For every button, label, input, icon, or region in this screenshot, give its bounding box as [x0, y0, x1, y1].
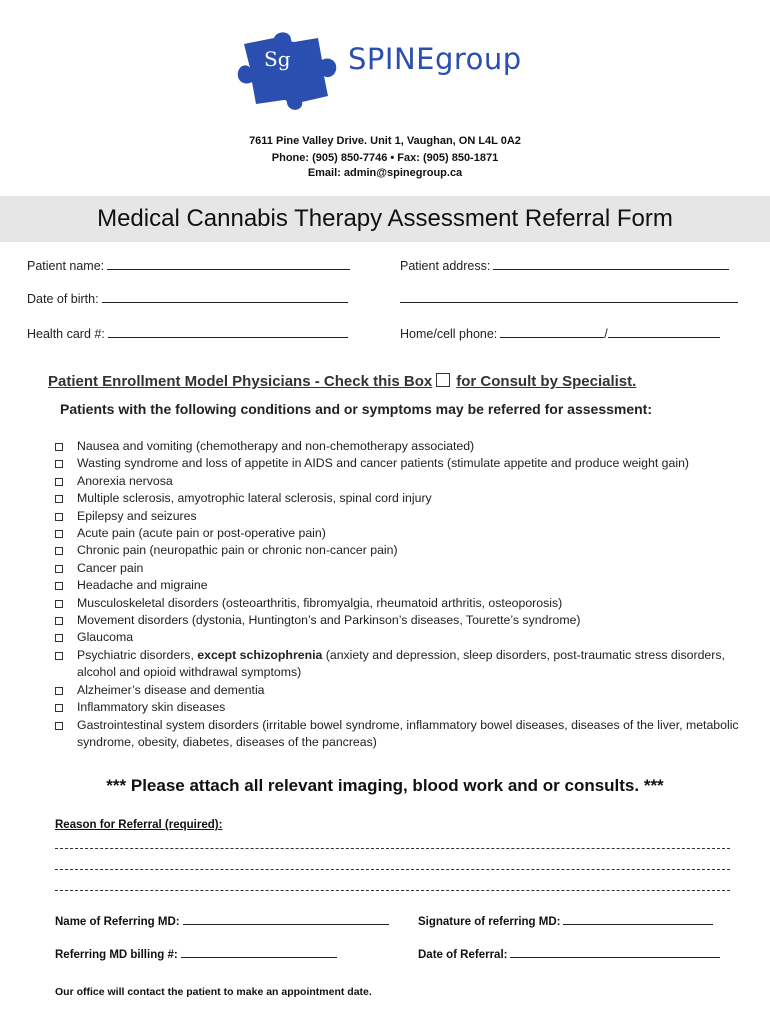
- condition-checkbox[interactable]: [55, 495, 63, 503]
- condition-item: [55, 525, 755, 542]
- condition-item: [55, 542, 755, 559]
- condition-checkbox[interactable]: [55, 565, 63, 573]
- phone-label: Home/cell phone:: [400, 327, 498, 341]
- health-card-label: Health card #:: [27, 327, 105, 341]
- patient-name-field[interactable]: [27, 257, 350, 273]
- reason-line[interactable]: [55, 869, 730, 870]
- condition-label: Glaucoma: [77, 630, 134, 645]
- phone-separator: /: [604, 327, 608, 341]
- condition-item: [55, 682, 755, 699]
- condition-checkbox[interactable]: [55, 443, 63, 451]
- condition-label: Musculoskeletal disorders (osteoarthritis, fibromyalgia, rheumatoid arthritis, osteoporosis): [77, 595, 563, 610]
- condition-item: [55, 438, 755, 455]
- reason-label: Reason for Referral (required):: [55, 819, 223, 831]
- cell-phone-line[interactable]: [608, 325, 720, 338]
- condition-checkbox[interactable]: [55, 600, 63, 608]
- patient-name-label: Patient name:: [27, 259, 105, 273]
- patient-address-line[interactable]: [493, 257, 729, 270]
- condition-item: [55, 717, 755, 752]
- condition-checkbox[interactable]: [55, 634, 63, 642]
- condition-label: Epilepsy and seizures: [77, 508, 197, 523]
- condition-item: [55, 612, 755, 629]
- condition-label: Movement disorders (dystonia, Huntington’s and Parkinson’s diseases, Tourette’s syndrome): [77, 613, 581, 628]
- condition-label: Multiple sclerosis, amyotrophic lateral sclerosis, spinal cord injury: [77, 491, 432, 506]
- puzzle-piece-icon: [236, 30, 346, 110]
- dob-line[interactable]: [102, 290, 348, 303]
- phone-fax-line: Phone: (905) 850-7746 • Fax: (905) 850-1871: [271, 152, 499, 164]
- condition-checkbox[interactable]: [55, 513, 63, 521]
- billing-line[interactable]: [181, 945, 337, 958]
- referral-date-label: Date of Referral:: [418, 949, 508, 961]
- referring-md-name-label: Name of Referring MD:: [55, 916, 180, 928]
- signature-label: Signature of referring MD:: [418, 916, 561, 928]
- referral-date-line[interactable]: [510, 945, 720, 958]
- footer-note: Our office will contact the patient to make an appointment date.: [55, 986, 372, 998]
- condition-checkbox[interactable]: [55, 547, 63, 555]
- condition-item: [55, 473, 755, 490]
- health-card-field[interactable]: [27, 325, 348, 341]
- condition-checkbox[interactable]: [55, 704, 63, 712]
- enrollment-text-before: Patient Enrollment Model Physicians - Check this Box: [48, 373, 433, 390]
- reason-line[interactable]: [55, 848, 730, 849]
- patient-address-line-2[interactable]: [400, 290, 738, 303]
- condition-checkbox[interactable]: [55, 478, 63, 486]
- referral-date-field[interactable]: [418, 945, 720, 961]
- condition-label: Gastrointestinal system disorders (irritable bowel syndrome, inflammatory bowel diseases, diseases of the liver, metabolic syndrome, obesity, diabetes, diseases of the pancreas): [77, 717, 739, 749]
- enrollment-text-after: for Consult by Specialist.: [456, 373, 637, 390]
- condition-label: Cancer pain: [77, 560, 144, 575]
- psychiatric-text: Psychiatric disorders,: [77, 647, 198, 662]
- condition-item-psychiatric: [55, 647, 755, 682]
- dob-field[interactable]: [27, 290, 348, 306]
- condition-item: [55, 577, 755, 594]
- condition-label: Alzheimer’s disease and dementia: [77, 682, 265, 697]
- address-line: 7611 Pine Valley Drive. Unit 1, Vaughan, ON L4L 0A2: [249, 135, 521, 147]
- referring-md-name-line[interactable]: [183, 912, 389, 925]
- condition-item: [55, 560, 755, 577]
- signature-line[interactable]: [563, 912, 713, 925]
- condition-label: Inflammatory skin diseases: [77, 700, 226, 715]
- conditions-list: [55, 438, 755, 751]
- form-title: Medical Cannabis Therapy Assessment Referral Form: [97, 205, 673, 232]
- condition-item: [55, 508, 755, 525]
- condition-checkbox[interactable]: [55, 460, 63, 468]
- condition-checkbox[interactable]: [55, 617, 63, 625]
- patient-address-field[interactable]: [400, 257, 729, 273]
- patient-address-label: Patient address:: [400, 259, 491, 273]
- enrollment-line: [48, 373, 636, 390]
- condition-checkbox[interactable]: [55, 530, 63, 538]
- signature-field[interactable]: [418, 912, 713, 928]
- condition-label: Acute pain (acute pain or post-operative pain): [77, 526, 326, 541]
- condition-label: Wasting syndrome and loss of appetite in AIDS and cancer patients (stimulate appetite and produce weight gain): [77, 456, 690, 471]
- dob-label: Date of birth:: [27, 292, 99, 306]
- logo-initials: Sg: [264, 47, 291, 71]
- condition-item: [55, 455, 755, 472]
- email-line: Email: admin@spinegroup.ca: [307, 167, 463, 179]
- referring-md-name-field[interactable]: [55, 912, 389, 928]
- psychiatric-detail: (anxiety and depression, sleep disorders, post-traumatic stress disorders, alcohol and opioid withdrawal symptoms): [77, 647, 725, 680]
- billing-label: Referring MD billing #:: [55, 949, 178, 961]
- condition-item: [55, 699, 755, 716]
- phone-field[interactable]: [400, 325, 720, 341]
- condition-item: [55, 490, 755, 507]
- billing-field[interactable]: [55, 945, 337, 961]
- attach-note: *** Please attach all relevant imaging, blood work and or consults. ***: [106, 776, 664, 795]
- reason-line[interactable]: [55, 890, 730, 891]
- condition-label: Nausea and vomiting (chemotherapy and non-chemotherapy associated): [77, 439, 475, 453]
- condition-label: Headache and migraine: [77, 578, 208, 593]
- condition-label: Anorexia nervosa: [77, 473, 173, 488]
- condition-checkbox[interactable]: [55, 582, 63, 590]
- condition-checkbox[interactable]: [55, 722, 63, 730]
- condition-item: [55, 595, 755, 612]
- condition-checkbox[interactable]: [55, 652, 63, 660]
- brand-name: SPINEgroup: [348, 42, 522, 76]
- home-phone-line[interactable]: [500, 325, 604, 338]
- patient-address-line2[interactable]: [400, 290, 738, 306]
- psychiatric-exception: except schizophrenia: [197, 647, 323, 662]
- health-card-line[interactable]: [108, 325, 348, 338]
- conditions-intro: Patients with the following conditions and or symptoms may be referred for assessment:: [60, 401, 653, 417]
- condition-label: Chronic pain (neuropathic pain or chronic non-cancer pain): [77, 543, 398, 558]
- patient-name-line[interactable]: [107, 257, 350, 270]
- condition-checkbox[interactable]: [55, 687, 63, 695]
- spinegroup-logo: [236, 30, 586, 110]
- condition-item: [55, 629, 755, 646]
- specialist-consult-checkbox[interactable]: [436, 373, 450, 387]
